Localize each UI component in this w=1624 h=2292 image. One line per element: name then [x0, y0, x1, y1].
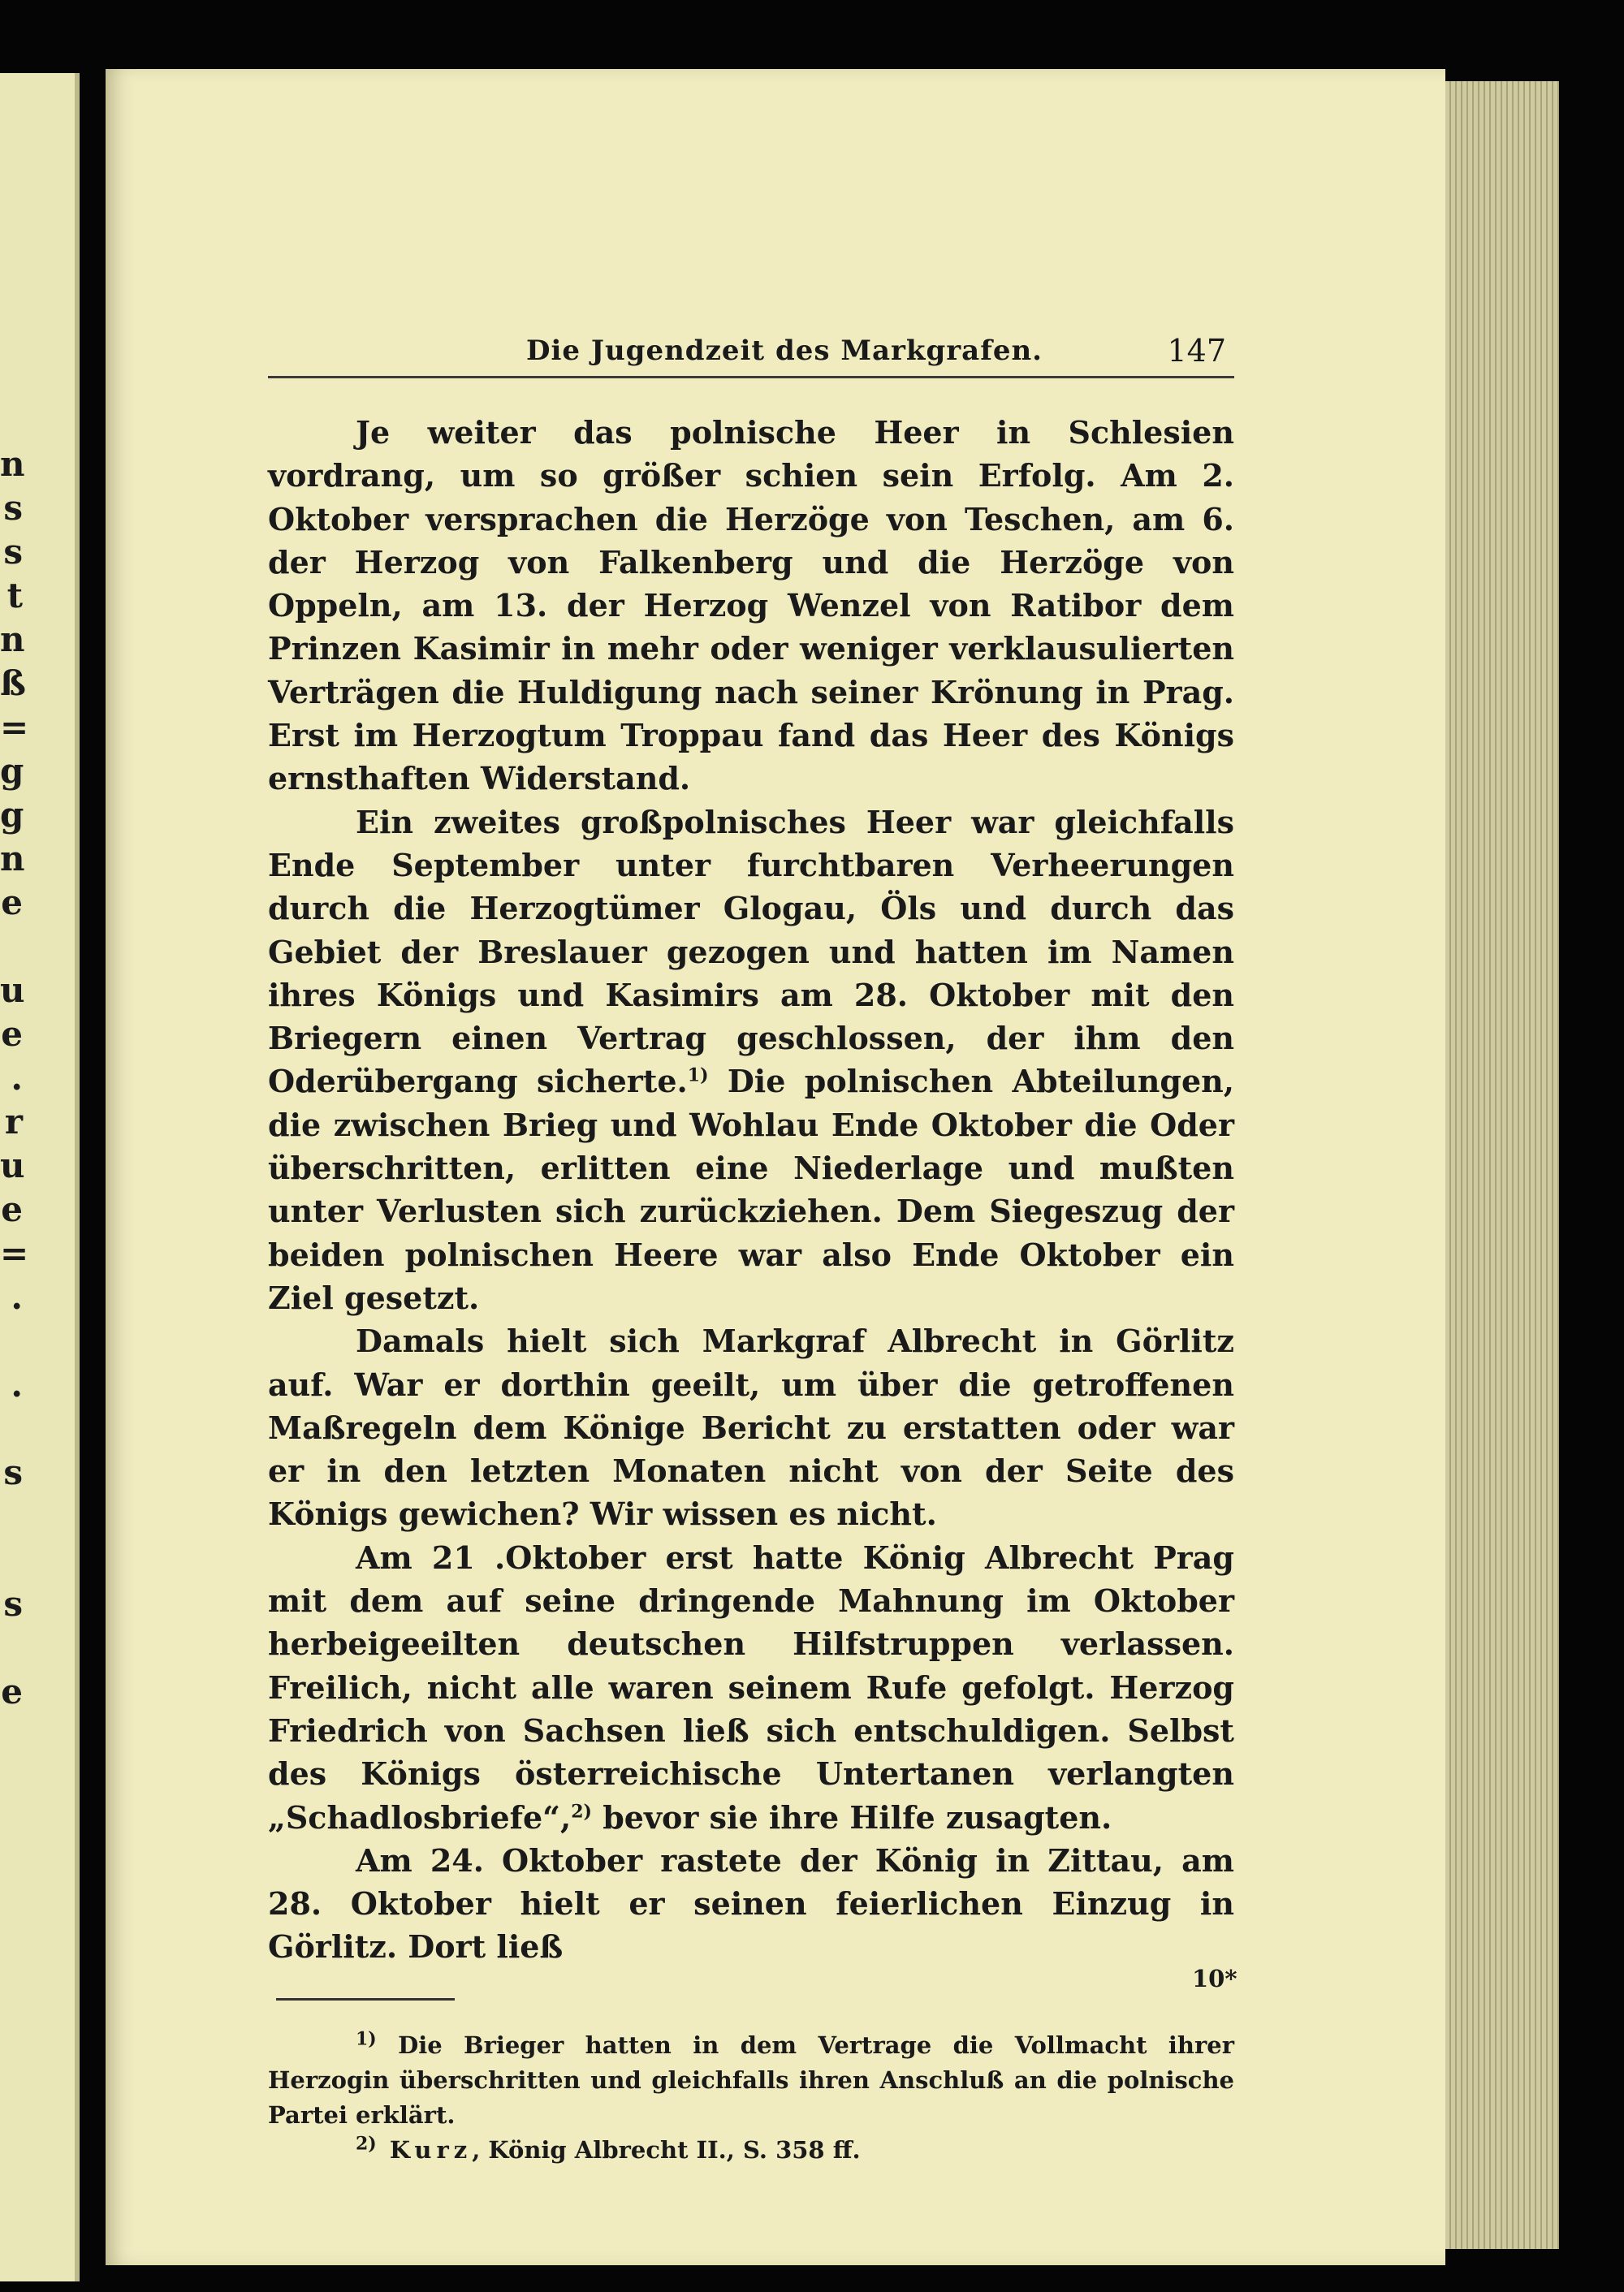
left-edge-char: s [3, 1584, 23, 1624]
left-edge-char [0, 1539, 23, 1582]
left-edge-char: u [0, 970, 25, 1010]
left-edge-char: e [1, 1672, 23, 1711]
paragraph-4 [268, 1536, 1234, 1839]
left-edge-char [0, 1319, 23, 1363]
page-number: 147 [1167, 333, 1226, 369]
left-edge-char: e [1, 883, 23, 922]
book-page [106, 69, 1445, 2265]
left-edge-char: n [0, 839, 25, 878]
page-content [268, 330, 1234, 2168]
running-head-title: Die Jugendzeit des Markgrafen. [526, 335, 1043, 367]
left-edge-char [0, 1626, 23, 1670]
left-edge-char: s [3, 1452, 23, 1492]
footnote-1-marker: 1) [356, 2028, 377, 2050]
left-edge-char: ß [0, 663, 26, 703]
left-edge-char: n [0, 619, 25, 659]
footnote-ref-1: 1) [687, 1064, 709, 1086]
paragraph-1: Je weiter das polnische Heer in Schlesien vordrang, um so größer schien sein Erfolg. Am 2. Oktober versprachen die Herzöge von Teschen, am 6. der Herzog von Falkenberg und die Herzöge von Oppeln, am 13. der Herzog Wenzel von Ratibor dem Prinzen Kasimir in mehr oder weniger verklausulierten Verträgen die Huldigung nach seiner Krönung in Prag. Erst im Herzogtum Troppau fand das Heer des Königs ernsthaften Widerstand. [268, 414, 1234, 797]
left-page-edge [0, 73, 80, 2281]
left-edge-char: g [0, 751, 24, 791]
left-edge-char: g [0, 795, 24, 835]
footnote-2 [268, 2133, 1234, 2168]
left-edge-char: s [3, 532, 23, 572]
footnote-ref-2: 2) [571, 1800, 592, 1822]
page-stack-edges [1445, 81, 1559, 2249]
footnote-1-text: Die Brieger hatten in dem Vertrage die Vollmacht ihrer Herzogin überschritten und gleichfalls ihren Anschluß an die polnische Partei erklärt. [268, 2031, 1234, 2129]
footnote-2-marker: 2) [356, 2133, 377, 2155]
signature-mark: 10* [1192, 1965, 1237, 1992]
paragraph-5: Am 24. Oktober rastete der König in Zittau, am 28. Oktober hielt er seinen feierlichen Einzug in Görlitz. Dort ließ [268, 1841, 1234, 1966]
left-edge-char: n [0, 444, 25, 484]
footnote-1 [268, 2028, 1234, 2133]
left-edge-char [0, 1495, 23, 1539]
left-edge-char: = [0, 1233, 29, 1273]
left-edge-char: s [3, 488, 23, 528]
footnote-2-text: , König Albrecht II., S. 358 ff. [472, 2135, 861, 2164]
left-edge-char [0, 1407, 23, 1451]
left-edge-char: r [4, 1102, 23, 1142]
left-edge-char: e [1, 1189, 23, 1229]
left-edge-char: t [6, 576, 23, 615]
left-edge-char: u [0, 1146, 25, 1185]
left-edge-char: = [0, 707, 29, 747]
running-head [268, 330, 1234, 378]
paragraph-2 [268, 801, 1234, 1320]
left-edge-char: . [11, 1058, 23, 1098]
footnote-rule [276, 1998, 455, 2001]
paragraph-3: Damals hielt sich Markgraf Albrecht in Görlitz auf. War er dorthin geeilt, um über die getroffenen Maßregeln dem Könige Bericht zu erstatten oder war er in den letzten Monaten nicht von der Seite des Königs gewichen? Wir wissen es nicht. [268, 1323, 1234, 1533]
left-edge-char: . [11, 1277, 23, 1317]
left-edge-char: e [1, 1014, 23, 1054]
left-edge-char: . [11, 1365, 23, 1405]
paragraph-2-text-a: Ein zweites großpolnisches Heer war gleichfalls Ende September unter furchtbaren Verheerungen durch die Herzogtümer Glogau, Öls und durch das Gebiet der Breslauer gezogen und hatten im Namen ihres Königs und Kasimirs am 28. Oktober mit den Briegern einen Vertrag geschlossen, der ihm den Oderübergang sicherte. [268, 803, 1234, 1100]
left-page-edge-characters [0, 442, 29, 1714]
paragraph-4-text-b: bevor sie ihre Hilfe zusagten. [591, 1798, 1112, 1836]
body-text [268, 411, 1234, 1969]
footnotes [268, 2028, 1234, 2168]
left-edge-char [0, 925, 23, 969]
footnote-2-author: Kurz [376, 2135, 473, 2164]
paragraph-4-text-a: Am 21 .Oktober erst hatte König Albrecht Prag mit dem auf seine dringende Mahnung im Oktober herbeigeeilten deutschen Hilfstruppen verlassen. Freilich, nicht alle waren seinem Rufe gefolgt. Herzog Friedrich von Sachsen ließ sich entschuldigen. Selbst des Königs österreichische Untertanen verlangten „Schadlosbriefe“, [268, 1539, 1234, 1836]
paragraph-2-text-b: Die polnischen Abteilungen, die zwischen Brieg und Wohlau Ende Oktober die Oder überschritten, erlitten eine Niederlage und mußten unter Verlusten sich zurückziehen. Dem Siegeszug der beiden polnischen Heere war also Ende Oktober ein Ziel gesetzt. [268, 1063, 1234, 1316]
